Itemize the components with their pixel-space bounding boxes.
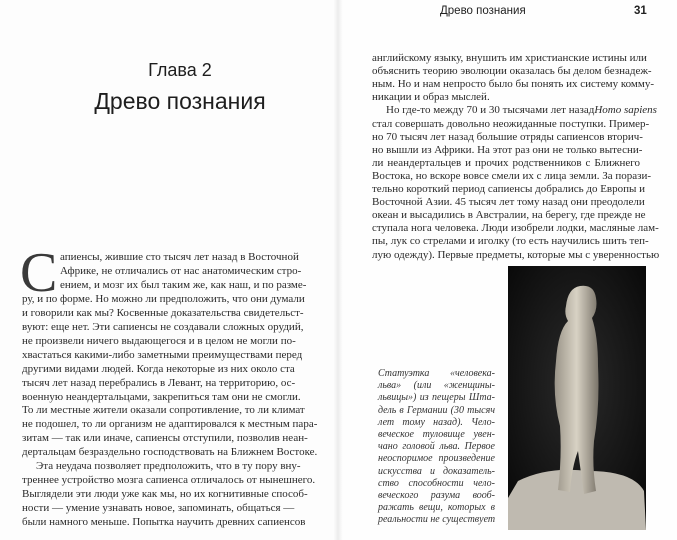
caption-line: реальности не существует — [378, 514, 496, 526]
caption-line: неоспоримое произведение — [378, 453, 495, 465]
book-gutter — [333, 0, 343, 540]
text-line: объяснить теорию эволюции оказалась бы делом безнадеж- — [372, 65, 652, 78]
caption-line: веческое туловище увен- — [378, 429, 495, 440]
text-line: вуют: еще нет. Эти сапиенсы не создавали сложных орудий, — [22, 320, 304, 333]
caption-line: чано головой льва. Первое — [378, 441, 495, 453]
text-line: дертальцам безраздельно господствовать на Ближнем Востоке. — [22, 446, 318, 459]
text-line: никации и образ мыслей. — [372, 91, 490, 104]
drop-cap: С — [20, 242, 58, 304]
text-segment: Но где-то между 70 и 30 тысячами лет назад — [386, 104, 595, 117]
lion-man-statuette-photo — [508, 266, 646, 530]
caption-line: дель в Германии (30 тысяч — [378, 404, 495, 416]
text-line: не произвели ничего выдающегося и в целом не могли по- — [22, 334, 296, 347]
text-line: Выглядели эти люди уже как мы, но их когнитивные способ- — [22, 488, 308, 501]
text-line: были намного меньше. Попытка научить древних сапиенсов — [22, 516, 306, 529]
text-line: Востока, но вскоре вовсе смели их с лица земли. За порази- — [372, 169, 652, 182]
text-line: Эта неудача позволяет предположить, что в ту пору вну- — [36, 460, 301, 473]
text-line — [386, 103, 657, 117]
text-line: ным. Но и нам непросто было бы понять их систему комму- — [372, 78, 654, 91]
chapter-number: Глава 2 — [148, 60, 212, 80]
text-line: апиенсы, жившие сто тысяч лет назад в Восточной — [60, 251, 299, 263]
text-line: ступала нога человека. Люди изобрели лодки, масляные лам- — [372, 222, 659, 235]
text-line: Восточной Азии. 45 тысяч лет тому назад они преодолели — [372, 196, 645, 209]
text-line: ением, и мозг их был таким же, как наш, и по разме- — [60, 278, 307, 291]
running-head: Древо познания — [440, 5, 526, 17]
text-line: и говорили как мы? Косвенные доказательства свидетельст- — [22, 306, 304, 319]
text-line: Африке, не отличались от нас анатомическим стро- — [60, 264, 302, 277]
chapter-title: Древо познания — [94, 88, 266, 114]
text-line: не подошел, то ли организм не адаптировался к местным пара- — [22, 418, 318, 431]
text-line: другими видами людей. Когда некоторые из них около ста — [22, 362, 295, 375]
caption-line: ство способности чело- — [378, 477, 495, 489]
text-line: пы, лук со стрелами и иголку (то есть научились шить теп- — [372, 235, 649, 248]
caption-line: ражать вещи, которых в — [378, 502, 495, 514]
text-line: ру, и по форме. Но можно ли предположить, что они думали — [22, 292, 305, 305]
text-line: ли неандертальцев и прочих родственников с Ближнего — [372, 156, 640, 169]
text-line: То ли местные жители оказали сопротивление, то ли климат — [22, 404, 305, 417]
text-line: лую одежду). Первые предметы, которые мы с уверенностью — [372, 248, 660, 261]
text-line: английскому языку, внушить им христианские истины или — [372, 52, 647, 64]
text-line: тельно короткий период сапиенсы добрались до Европы и — [372, 183, 646, 195]
text-line: но 70 тысяч лет назад большие отряды сапиенсов вторич- — [372, 130, 643, 143]
caption-line: льва» (или «женщины- — [378, 380, 495, 392]
page-number: 31 — [634, 5, 647, 17]
text-line: тысяч лет назад перебрались в Левант, на территорию, ос- — [22, 376, 296, 389]
italic-term: Homo sapiens — [594, 104, 657, 117]
caption-line: лет тому назад). Чело- — [378, 416, 495, 428]
text-line: военную неандертальцами, закрепиться там они не смогли. — [22, 390, 301, 403]
text-line: стал совершать довольно неожиданные поступки. Пример- — [372, 117, 650, 130]
text-line: но вышли из Африки. На этот раз они не только вытесни- — [372, 143, 643, 156]
caption-line: Статуэтка «человека- — [378, 368, 495, 379]
text-line: хвастаться какими-либо заметными преимуществами перед — [22, 348, 303, 361]
text-line: зитам — так или иначе, сапиенсы отступили, позволив неан- — [22, 432, 308, 445]
text-line: треннее устройство мозга сапиенса отличалось от нынешнего. — [22, 474, 316, 487]
text-line: ности — умение узнавать новое, запоминать, общаться — — [22, 502, 295, 515]
caption-line: искусства и доказатель- — [378, 465, 495, 477]
text-line: океан и высадились в Австралии, на берегу, где прежде не — [372, 209, 646, 222]
caption-line: веческого разума вооб- — [378, 490, 495, 501]
caption-line: львицы») из пещеры Шта- — [378, 392, 495, 404]
